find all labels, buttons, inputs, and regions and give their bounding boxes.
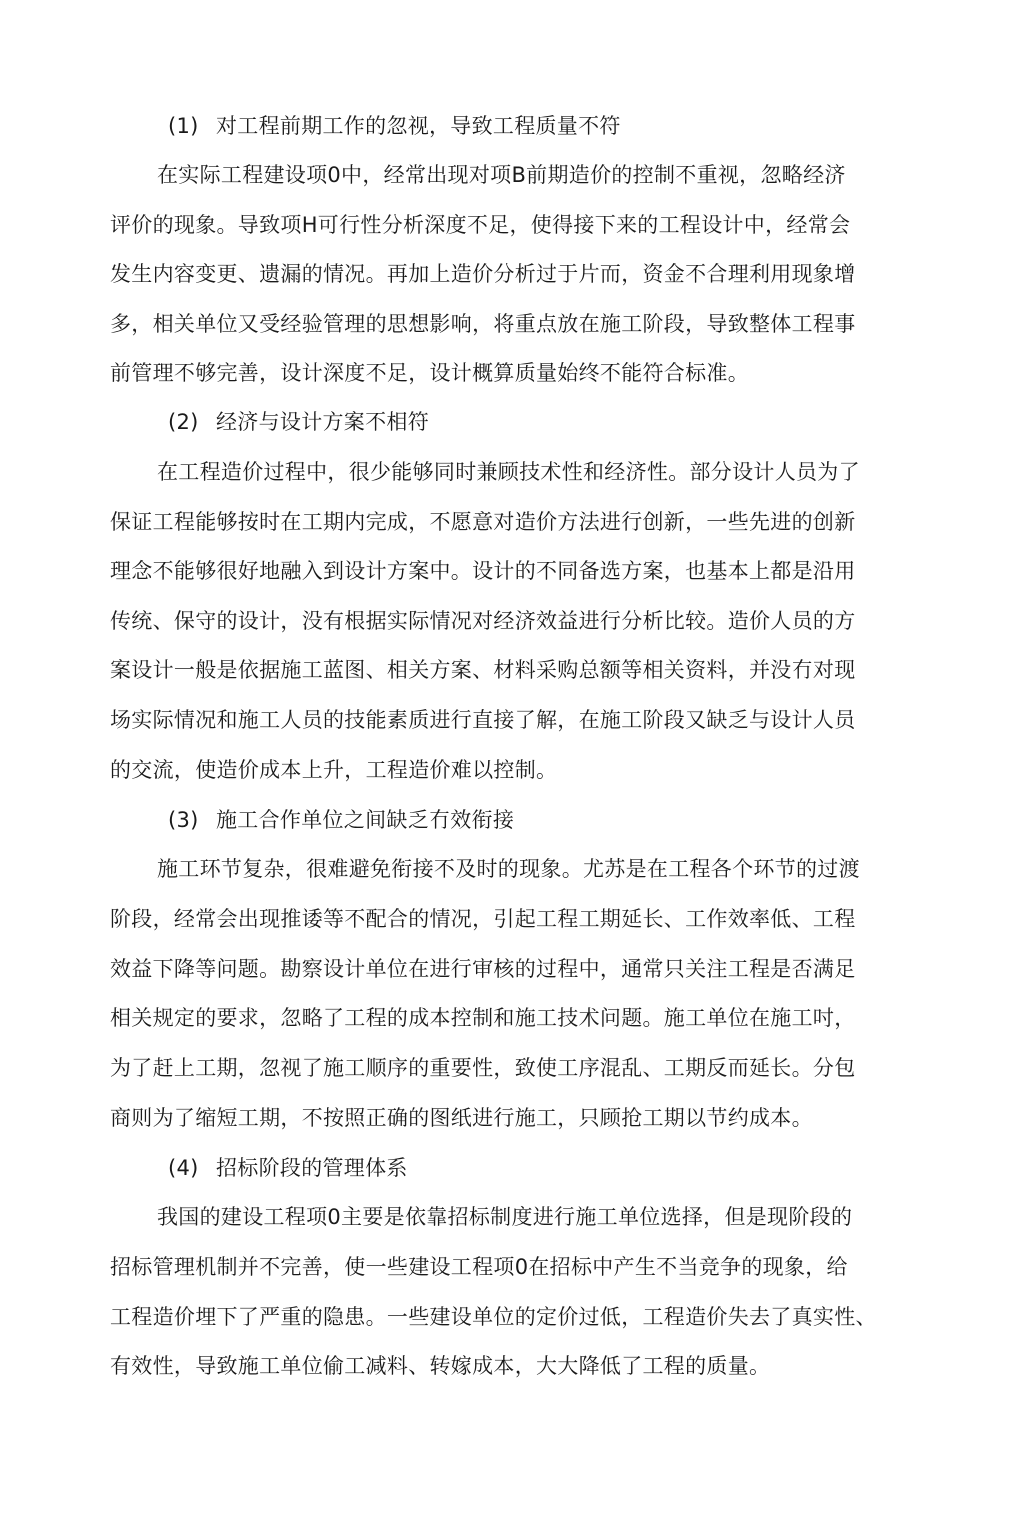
section-heading-1 [168,112,968,140]
paragraph-line: 我国的建设工程项0主要是依靠招标制度进行施工单位选择，但是现阶段的 [157,1205,853,1229]
paragraph-line: 多，相关单位又受经验管理的思想影响，将重点放在施工阶段，导致整体工程事 [110,312,856,336]
paragraph-line: 前管理不够完善，设计深度不足，设计概算质量始终不能符合标准。 [110,361,749,385]
heading-text: 招标阶段的管理体系 [216,1156,408,1180]
paragraph-line: 为了赶上工期，忽视了施工顺序的重要性，致使工序混乱、工期反而延长。分包 [110,1056,856,1080]
paragraph-line: 阶段，经常会出现推诿等不配合的情况，引起工程工期延长、工作效率低、工程 [110,907,856,931]
paragraph-line: 工程造价埋下了严重的隐患。一些建设单位的定价过低，工程造价失去了真实性、 [110,1305,877,1329]
paragraph-line: 在实际工程建设项0中，经常出现对项B前期造价的控制不重视，忽略经济 [157,163,846,187]
section-heading-4 [168,1154,968,1182]
paragraph-line: 招标管理机制并不完善，使一些建设工程项0在招标中产生不当竞争的现象，给 [110,1255,848,1279]
heading-number: (1) [168,114,199,138]
heading-number: (4) [168,1156,199,1180]
section-heading-3 [168,806,968,834]
paragraph-line: 场实际情况和施工人员的技能素质进行直接了解，在施工阶段又缺乏与设计人员 [110,708,856,732]
heading-text: 施工合作单位之间缺乏冇效衔接 [216,808,515,832]
paragraph-line: 相关规定的要求，忽略了工程的成本控制和施工技术问题。施工单位在施工吋， [110,1006,856,1030]
paragraph-line: 保证工程能够按时在工期内完成，不愿意对造价方法进行创新，一些先进的创新 [110,510,856,534]
paragraph-line: 案设计一般是依据施工蓝图、相关方案、材料采购总额等相关资料，并没冇对现 [110,658,856,682]
paragraph-line: 商则为了缩短工期，不按照正确的图纸进行施工，只顾抢工期以节约成本。 [110,1106,813,1130]
paragraph-line: 的交流，使造价成本上升，工程造价难以控制。 [110,758,558,782]
heading-number: (2) [168,410,199,434]
paragraph-line: 效益下降等问题。勘察设计单位在进行审核的过程中，通常只关注工程是否满足 [110,957,856,981]
paragraph-line: 评价的现象。导致项H可行性分析深度不足，使得接下来的工程设计中，经常会 [110,213,851,237]
paragraph-line: 在工程造价过程中，很少能够同时兼顾技术性和经济性。部分设计人员为了 [157,460,860,484]
paragraph-line: 有效性，导致施工单位偷工减料、转嫁成本，大大降低了工程的质量。 [110,1354,771,1378]
section-heading-2 [168,408,968,436]
heading-text: 对工程前期工作的忽视，导致工程质量不符 [216,114,621,138]
paragraph-line: 传统、保守的设计，没有根据实际情况对经济效益进行分析比较。造价人员的方 [110,609,856,633]
paragraph-line: 发生内容变更、遗漏的情况。再加上造价分析过于片而，资金不合理利用现象增 [110,262,856,286]
heading-number: (3) [168,808,199,832]
paragraph-line: 理念不能够很好地融入到设计方案中。设计的不同备选方案，也基本上都是沿用 [110,559,856,583]
heading-text: 经济与设计方案不相符 [216,410,429,434]
paragraph-line: 施工环节复杂，很难避免衔接不及时的现象。尤苏是在工程各个环节的过渡 [157,857,860,881]
